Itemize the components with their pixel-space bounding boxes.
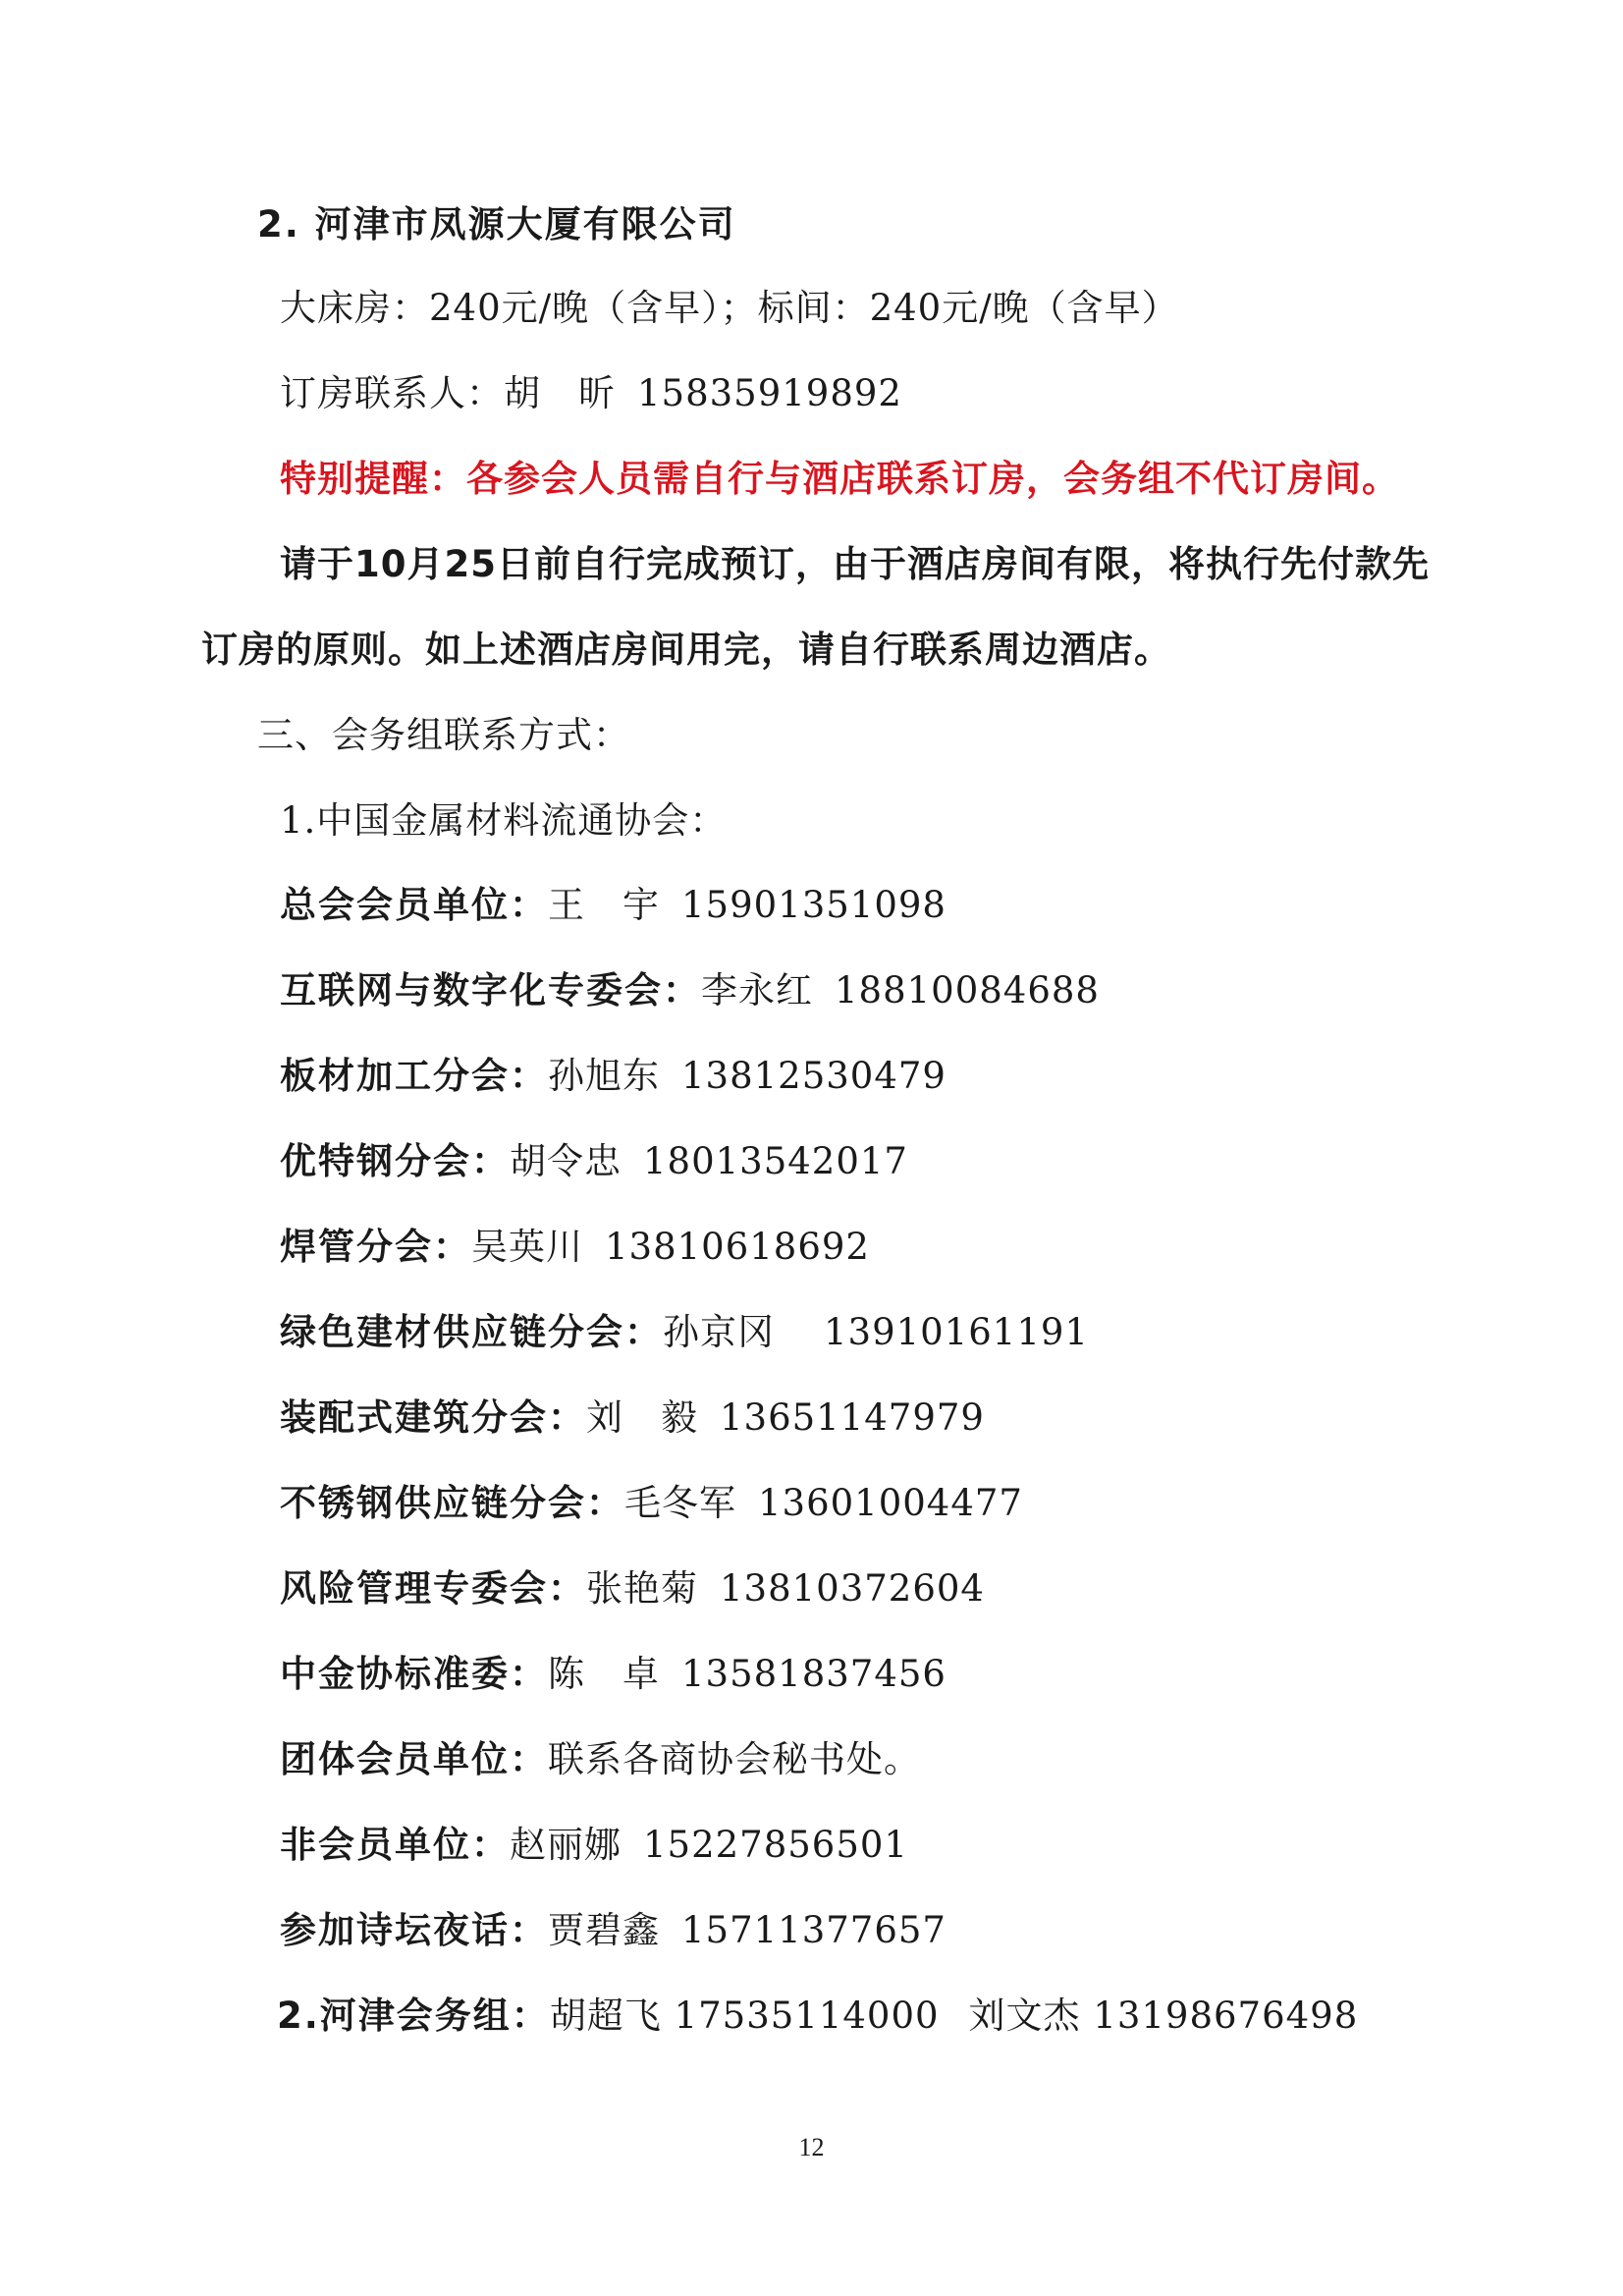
contact-row [280, 1394, 985, 1442]
contact-label: 风险管理专委会： [280, 1567, 586, 1610]
contact-phone: 13810372604 [720, 1567, 985, 1610]
contact-label: 团体会员单位： [280, 1738, 548, 1780]
contact-phone: 13910161191 [824, 1311, 1089, 1353]
contact-name: 刘 毅 [586, 1396, 698, 1439]
contact-phone: 13601004477 [758, 1482, 1023, 1524]
contact-row [280, 1224, 870, 1271]
contact-label: 参加诗坛夜话： [280, 1909, 548, 1951]
booking-warning: 特别提醒：各参会人员需自行与酒店联系订房，会务组不代订房间。 [280, 458, 1399, 500]
contact-note: 联系各商协会秘书处。 [548, 1738, 921, 1780]
contact-label: 焊管分会： [280, 1226, 471, 1268]
hotel-heading: 2. 河津市凤源大厦有限公司 [257, 203, 736, 246]
contact-phone: 15227856501 [643, 1824, 908, 1866]
contact-row [280, 1907, 947, 1954]
booking-paragraph-line1: 请于10月25日前自行完成预订，由于酒店房间有限，将执行先付款先 [280, 543, 1430, 585]
page-number: 12 [798, 2133, 825, 2161]
contact-phone: 13651147979 [720, 1396, 985, 1439]
contact-phone: 18013542017 [643, 1140, 908, 1182]
local-contact-name-2: 刘文杰 [968, 1995, 1081, 2037]
contact-phone: 15901351098 [681, 884, 947, 926]
local-group-row [277, 1993, 1358, 2040]
contact-row [280, 1651, 947, 1698]
contact-row [280, 1480, 1023, 1527]
contact-name: 吴英川 [471, 1226, 583, 1268]
local-contact-name-1: 胡超飞 [549, 1995, 662, 2037]
hotel-contact [280, 370, 902, 417]
local-contact-phone-1: 17535114000 [674, 1995, 940, 2037]
hotel-rates: 大床房：240元/晚（含早）；标间：240元/晚（含早） [280, 287, 1179, 329]
contact-name: 赵丽娜 [510, 1824, 622, 1866]
contact-label: 板材加工分会： [280, 1055, 548, 1097]
contact-phone: 13812530479 [681, 1055, 947, 1097]
contact-phone: 13581837456 [681, 1653, 947, 1695]
local-contact-phone-2: 13198676498 [1093, 1995, 1359, 2037]
contact-name: 王 宇 [548, 884, 660, 926]
contact-row [280, 1138, 908, 1185]
contact-label: 订房联系人： [280, 372, 504, 414]
contact-phone: 15835919892 [637, 372, 902, 414]
contact-row [280, 1053, 947, 1100]
contact-name: 陈 卓 [548, 1653, 660, 1695]
contact-phone: 13810618692 [605, 1226, 870, 1268]
booking-paragraph-line2: 订房的原则。如上述酒店房间用完，请自行联系周边酒店。 [201, 629, 1171, 671]
section-heading: 三、会务组联系方式： [257, 714, 630, 756]
contact-label: 绿色建材供应链分会： [280, 1311, 663, 1353]
contact-name: 孙京冈 [663, 1311, 775, 1353]
contact-row [280, 1822, 908, 1869]
contact-name: 胡 昕 [504, 372, 616, 414]
contact-label: 中金协标准委： [280, 1653, 548, 1695]
local-group-label: 2.河津会务组： [277, 1995, 550, 2037]
contact-label: 优特钢分会： [280, 1140, 510, 1182]
contact-name: 毛冬军 [624, 1482, 736, 1524]
contact-label: 装配式建筑分会： [280, 1396, 586, 1439]
contact-name: 孙旭东 [548, 1055, 660, 1097]
contact-phone: 15711377657 [681, 1909, 947, 1951]
org-heading: 1.中国金属材料流通协会： [280, 799, 728, 842]
contact-row [280, 1309, 1089, 1356]
contact-name: 李永红 [701, 969, 813, 1011]
contact-row [280, 967, 1100, 1014]
contact-name: 胡令忠 [510, 1140, 622, 1182]
contact-label: 非会员单位： [280, 1824, 510, 1866]
contact-label: 互联网与数字化专委会： [280, 969, 701, 1011]
contact-name: 张艳菊 [586, 1567, 698, 1610]
contact-label: 不锈钢供应链分会： [280, 1482, 624, 1524]
contact-phone: 18810084688 [835, 969, 1100, 1011]
contact-label: 总会会员单位： [280, 884, 548, 926]
contact-name: 贾碧鑫 [548, 1909, 660, 1951]
contact-row [280, 1565, 985, 1613]
contact-row [280, 1736, 921, 1783]
contact-row [280, 882, 947, 929]
